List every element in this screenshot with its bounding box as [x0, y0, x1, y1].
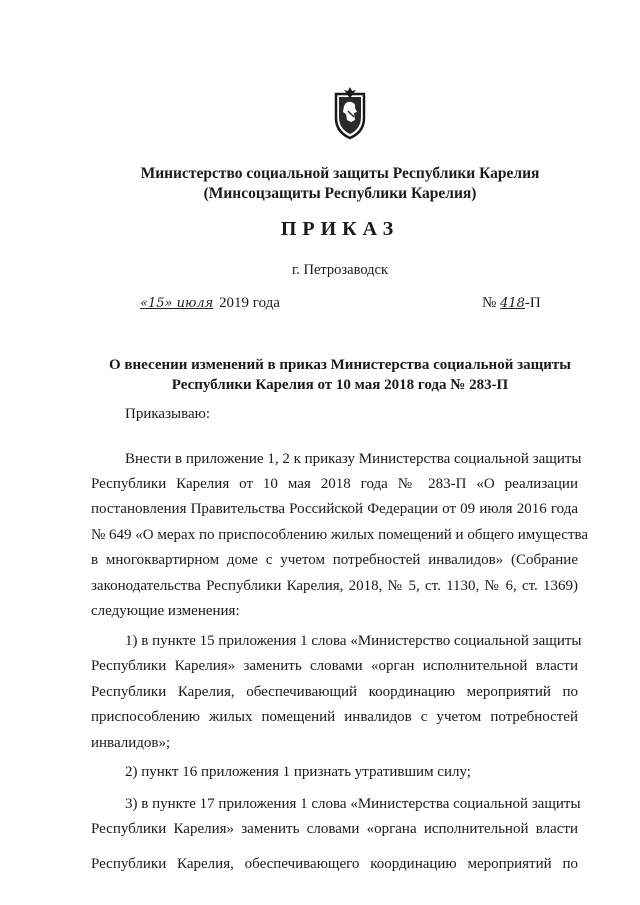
number-sign: №: [482, 295, 497, 311]
paragraph-line: Республики Карелия, обеспечивающего координацию мероприятий по: [91, 856, 578, 872]
paragraph-line: № 649 «О мерах по приспособлению жилых помещений и общего имущества: [91, 527, 589, 543]
coat-of-arms-icon: [330, 84, 370, 140]
number-suffix: -П: [524, 295, 541, 311]
paragraph-line: Республики Карелия от 10 мая 2018 года № 283-П «О реализации: [91, 476, 578, 492]
paragraph-line: постановления Правительства Российской Федерации от 09 июля 2016 года: [91, 501, 578, 517]
order-subject-line: Республики Карелия от 10 мая 2018 года № 283-П: [171, 377, 509, 393]
paragraph-line: инвалидов»;: [91, 735, 171, 751]
order-number: [482, 295, 541, 312]
paragraph-line: 3) в пункте 17 приложения 1 слова «Министерства социальной защиты: [125, 796, 581, 812]
paragraph-line: законодательства Республики Карелия, 2018, № 5, ст. 1130, № 6, ст. 1369): [91, 578, 578, 594]
paragraph-line: следующие изменения:: [91, 603, 240, 619]
paragraph-line: 2) пункт 16 приложения 1 признать утратившим силу;: [125, 764, 471, 780]
order-title: ПРИКАЗ: [280, 218, 400, 240]
city: г. Петрозаводск: [291, 262, 389, 278]
order-date: [140, 295, 280, 312]
paragraph-line: Республики Карелия, обеспечивающий координацию мероприятий по: [91, 684, 578, 700]
order-word: Приказываю:: [125, 406, 210, 422]
paragraph-line: Внести в приложение 1, 2 к приказу Министерства социальной защиты: [125, 451, 582, 467]
order-subject-line: О внесении изменений в приказ Министерства социальной защиты: [108, 357, 572, 373]
paragraph-line: Республики Карелия» заменить словами «орган исполнительной власти: [91, 658, 578, 674]
ministry-short-name: (Минсоцзащиты Республики Карелия): [203, 185, 477, 202]
order-year: 2019 года: [219, 295, 280, 311]
paragraph-line: Республики Карелия» заменить словами «органа исполнительной власти: [91, 821, 578, 837]
handwritten-date: «15» июля: [140, 296, 214, 311]
paragraph-line: 1) в пункте 15 приложения 1 слова «Министерство социальной защиты: [125, 633, 582, 649]
paragraph-line: в многоквартирном доме с учетом потребностей инвалидов» (Собрание: [91, 552, 578, 568]
paragraph-line: приспособлению жилых помещений инвалидов с учетом потребностей: [91, 709, 578, 725]
handwritten-number: 418: [500, 296, 525, 311]
ministry-name: Министерство социальной защиты Республики Карелия: [140, 165, 540, 182]
